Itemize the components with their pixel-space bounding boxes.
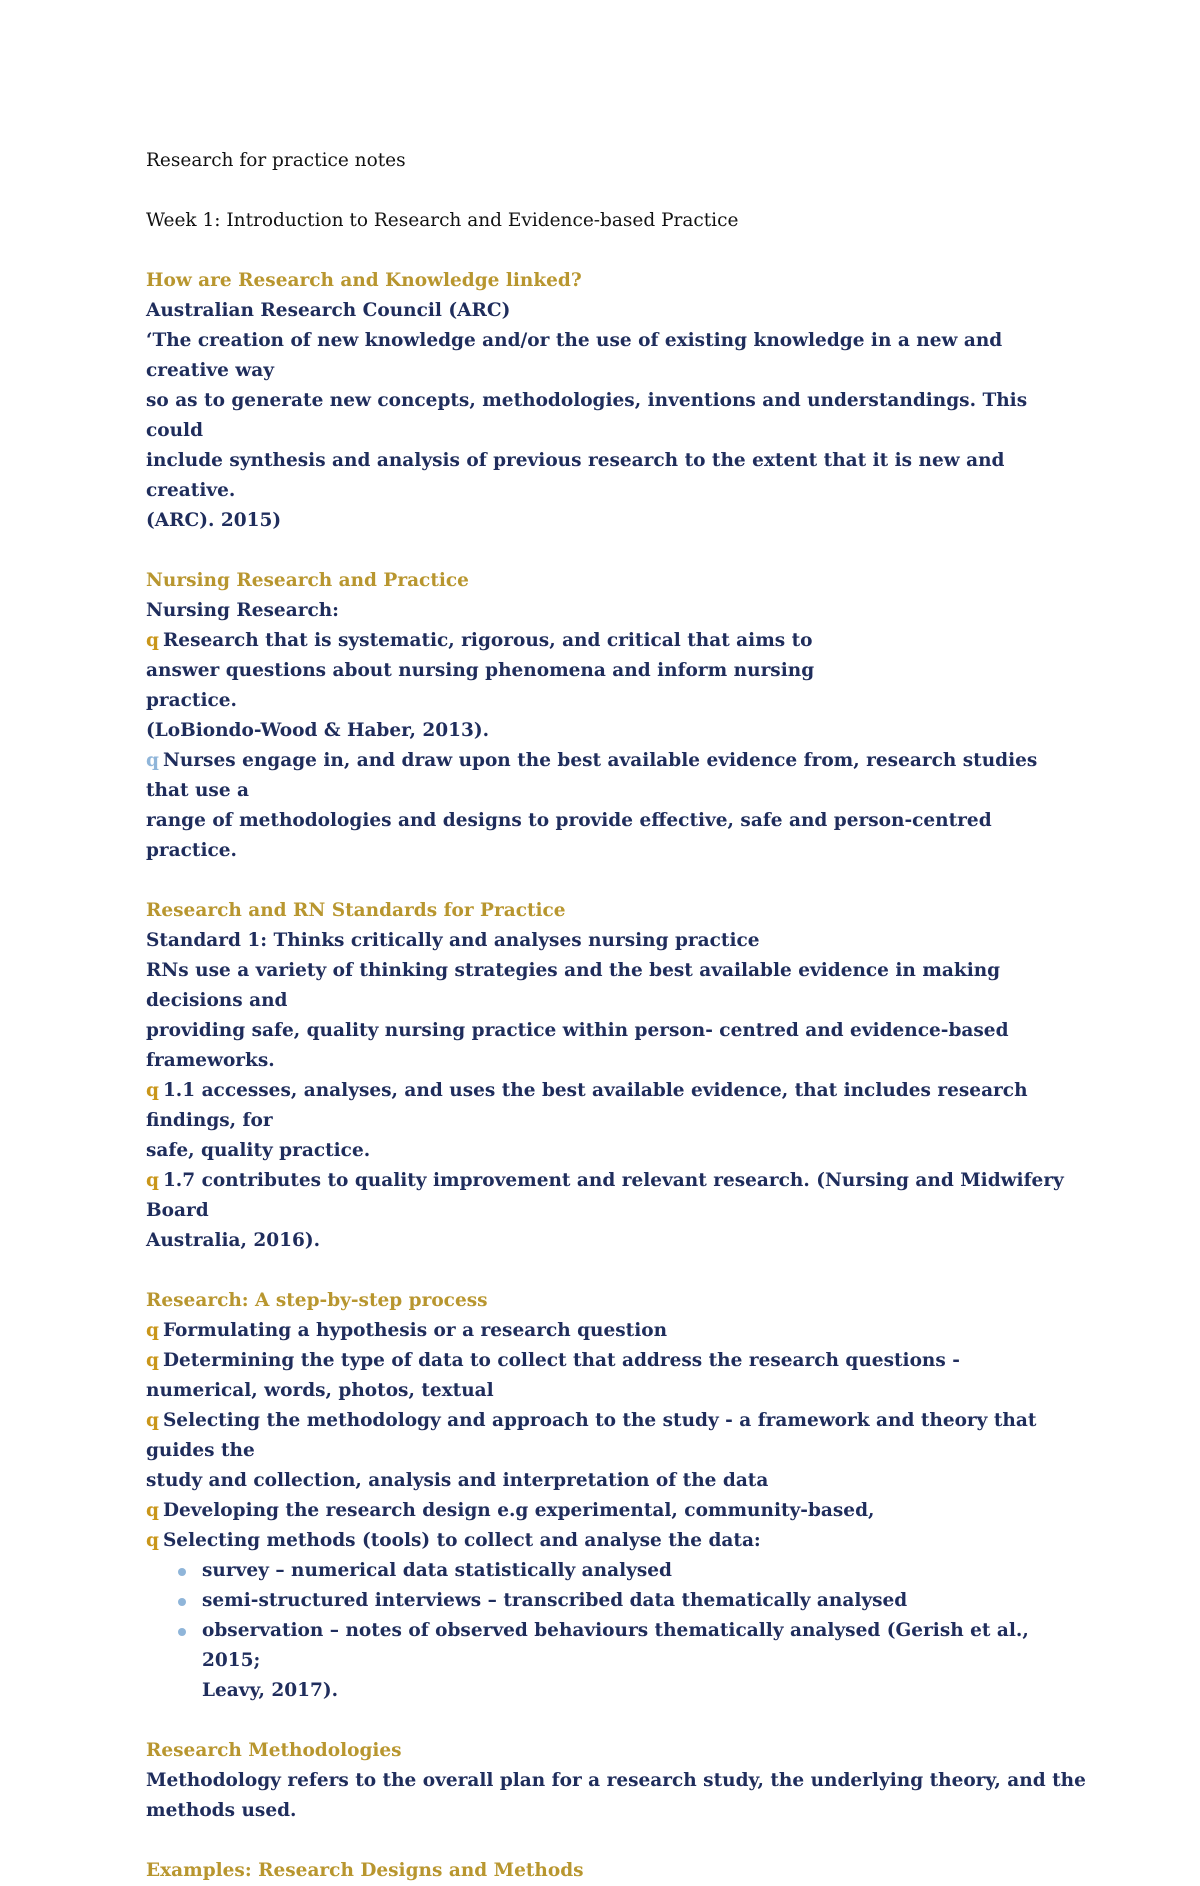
- list-item: [146, 1316, 1086, 1346]
- list-item-text: Nurses engage in, and draw upon the best available evidence from, research studies that use a: [146, 750, 1038, 801]
- list-item-text: Developing the research design e.g experimental, community-based,: [162, 1500, 875, 1521]
- list-item: [184, 1556, 1086, 1586]
- subheading-nursing-research: Nursing Research:: [146, 600, 339, 621]
- list-item: [146, 1076, 1086, 1136]
- document-title: Research for practice notes: [146, 150, 406, 171]
- list-item: [146, 626, 1086, 656]
- list-item-text: Formulating a hypothesis or a research question: [162, 1320, 668, 1341]
- arc-quote-line: ‘The creation of new knowledge and/or the use of existing knowledge in a new and creative way: [146, 330, 1003, 381]
- bullet-icon: q: [146, 1530, 159, 1551]
- citation: (LoBiondo-Wood & Haber, 2013).: [146, 720, 490, 741]
- arc-quote-line: (ARC). 2015): [146, 510, 282, 531]
- list-item-text: observation – notes of observed behaviours thematically analysed (Gerish et al., 2015;: [202, 1620, 1029, 1671]
- list-item: [184, 1586, 1086, 1616]
- bullet-icon: q: [146, 750, 159, 771]
- list-item-continuation: study and collection, analysis and interpretation of the data: [146, 1470, 769, 1491]
- bullet-icon: q: [146, 1410, 159, 1431]
- methods-list: [146, 1556, 1086, 1706]
- list-item-text: survey – numerical data statistically analysed: [202, 1560, 672, 1581]
- methodology-line: methods used.: [146, 1800, 297, 1821]
- section-heading-examples: Examples: Research Designs and Methods: [146, 1860, 584, 1881]
- list-item-continuation: numerical, words, photos, textual: [146, 1380, 494, 1401]
- list-item-continuation: practice.: [146, 690, 237, 711]
- list-item-text: Leavy, 2017).: [202, 1680, 339, 1701]
- section-heading-process: Research: A step-by-step process: [146, 1290, 488, 1311]
- subheading-standard-1: Standard 1: Thinks critically and analyses nursing practice: [146, 930, 760, 951]
- list-item-text: Research that is systematic, rigorous, and critical that aims to: [162, 630, 813, 651]
- spacer: [146, 1706, 1086, 1736]
- bullet-icon: q: [146, 1080, 159, 1101]
- section-heading-nursing: Nursing Research and Practice: [146, 570, 469, 591]
- list-item: [146, 1526, 1086, 1556]
- arc-quote-line: include synthesis and analysis of previous research to the extent that it is new and creative.: [146, 450, 1005, 501]
- bullet-icon: q: [146, 1170, 159, 1191]
- bullet-dot-icon: [178, 1568, 186, 1576]
- subheading-arc: Australian Research Council (ARC): [146, 300, 511, 321]
- bullet-dot-icon: [178, 1628, 186, 1636]
- arc-quote-line: so as to generate new concepts, methodologies, inventions and understandings. This could: [146, 390, 1028, 441]
- list-item: [184, 1616, 1086, 1676]
- list-item-text: Determining the type of data to collect that address the research questions -: [162, 1350, 960, 1371]
- section-heading-standards: Research and RN Standards for Practice: [146, 900, 566, 921]
- bullet-icon: q: [146, 1500, 159, 1521]
- list-item-text: 1.7 contributes to quality improvement and relevant research. (Nursing and Midwifery Board: [146, 1170, 1064, 1221]
- spacer: [146, 1256, 1086, 1286]
- list-item: [146, 746, 1086, 806]
- spacer: [146, 236, 1086, 266]
- section-heading-methodologies: Research Methodologies: [146, 1740, 402, 1761]
- section-heading-knowledge: How are Research and Knowledge linked?: [146, 270, 582, 291]
- methodology-line: Methodology refers to the overall plan for a research study, the underlying theory, and the: [146, 1770, 1086, 1791]
- spacer: [146, 866, 1086, 896]
- list-item-continuation: Australia, 2016).: [146, 1230, 321, 1251]
- list-item: [146, 1496, 1086, 1526]
- list-item-text: 1.1 accesses, analyses, and uses the best available evidence, that includes research findings, for: [146, 1080, 1028, 1131]
- bullet-icon: q: [146, 630, 159, 651]
- spacer: [146, 1826, 1086, 1856]
- standard-intro-line: RNs use a variety of thinking strategies and the best available evidence in making decisions and: [146, 960, 1001, 1011]
- list-item-text: Selecting methods (tools) to collect and analyse the data:: [162, 1530, 761, 1551]
- list-item-continuation: safe, quality practice.: [146, 1140, 371, 1161]
- list-item: [146, 1166, 1086, 1226]
- bullet-dot-icon: [178, 1598, 186, 1606]
- list-item-continuation: [184, 1676, 1086, 1706]
- list-item-continuation: range of methodologies and designs to provide effective, safe and person-centred practice.: [146, 810, 992, 861]
- document-page: [146, 146, 1086, 1886]
- list-item: [146, 1406, 1086, 1466]
- bullet-icon: q: [146, 1320, 159, 1341]
- standard-intro-line: providing safe, quality nursing practice within person- centred and evidence-based frameworks.: [146, 1020, 1009, 1071]
- list-item-text: semi-structured interviews – transcribed data thematically analysed: [202, 1590, 908, 1611]
- bullet-icon: q: [146, 1350, 159, 1371]
- spacer: [146, 536, 1086, 566]
- list-item-continuation: answer questions about nursing phenomena and inform nursing: [146, 660, 815, 681]
- list-item: [146, 1346, 1086, 1376]
- spacer: [146, 176, 1086, 206]
- week-heading: Week 1: Introduction to Research and Evidence-based Practice: [146, 210, 739, 231]
- list-item-text: Selecting the methodology and approach to the study - a framework and theory that guides the: [146, 1410, 1037, 1461]
